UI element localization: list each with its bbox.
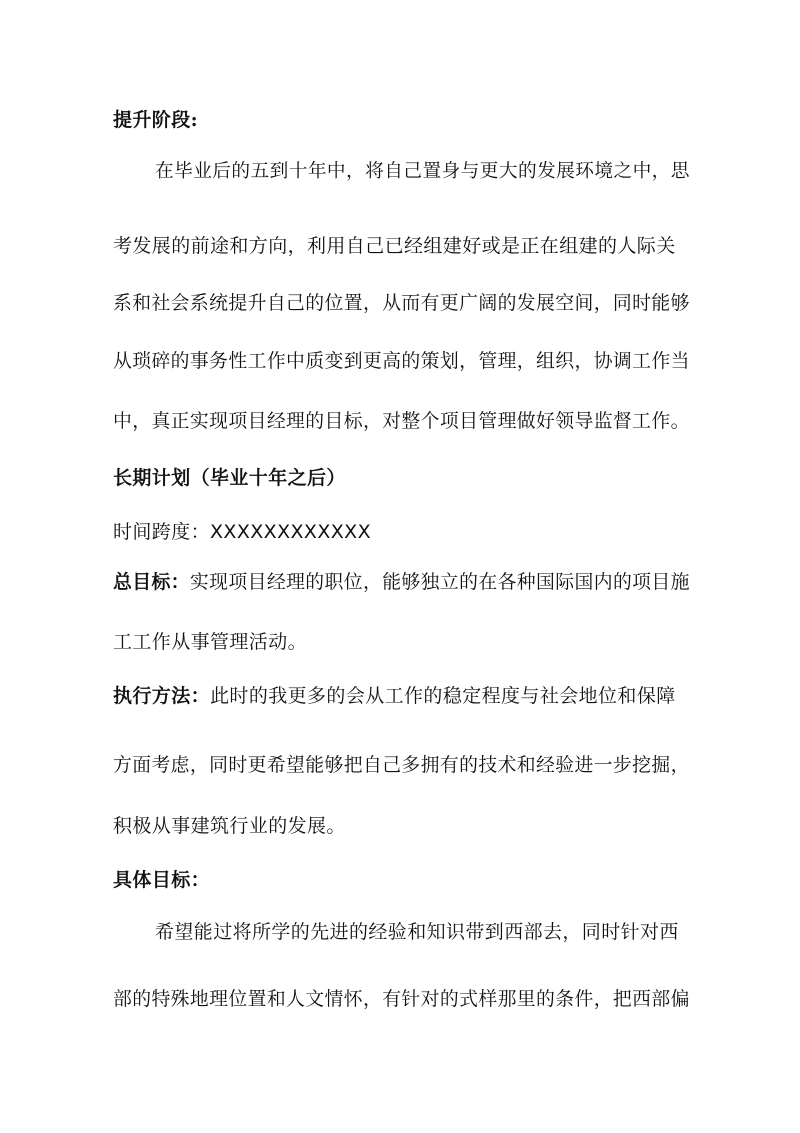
goal-text: 实现项目经理的职位，能够独立的在各种国际国内的项目施 xyxy=(189,572,690,593)
section-heading-long-term: 长期计划（毕业十年之后） xyxy=(113,467,346,489)
paragraph-line: 工工作从事管理活动。 xyxy=(113,631,308,653)
method-line xyxy=(113,684,676,708)
time-span-line xyxy=(113,520,371,544)
goal-label: 总目标： xyxy=(113,571,190,593)
paragraph-line: 系和社会系统提升自己的位置，从而有更广阔的发展空间，同时能够 xyxy=(113,293,690,314)
time-span-value: XXXXXXXXXXXX xyxy=(210,521,372,543)
section-heading-improvement: 提升阶段: xyxy=(113,109,199,131)
time-span-label: 时间跨度： xyxy=(113,521,211,543)
paragraph-line: 中，真正实现项目经理的目标，对整个项目管理做好领导监督工作。 xyxy=(113,411,690,432)
paragraph-line: 考发展的前途和方向，利用自己已经组建好或是正在组建的人际关 xyxy=(113,235,676,257)
goal-line xyxy=(113,570,690,595)
paragraph-line: 在毕业后的五到十年中，将自己置身与更大的发展环境之中，思 xyxy=(155,161,690,182)
paragraph-line: 部的特殊地理位置和人文情怀，有针对的式样那里的条件，把西部偏 xyxy=(113,989,690,1010)
paragraph-line: 积极从事建筑行业的发展。 xyxy=(113,815,346,837)
section-heading-specific-goals: 具体目标： xyxy=(113,869,211,891)
paragraph-line: 从琐碎的事务性工作中质变到更高的策划，管理，组织，协调工作当 xyxy=(113,351,690,372)
paragraph-line: 希望能过将所学的先进的经验和知识带到西部去，同时针对西 xyxy=(155,921,679,943)
method-text: 此时的我更多的会从工作的稳定程度与社会地位和保障 xyxy=(210,685,676,707)
paragraph-line: 方面考虑，同时更希望能够把自己多拥有的技术和经验进一步挖掘， xyxy=(113,755,690,776)
method-label: 执行方法： xyxy=(113,685,211,707)
